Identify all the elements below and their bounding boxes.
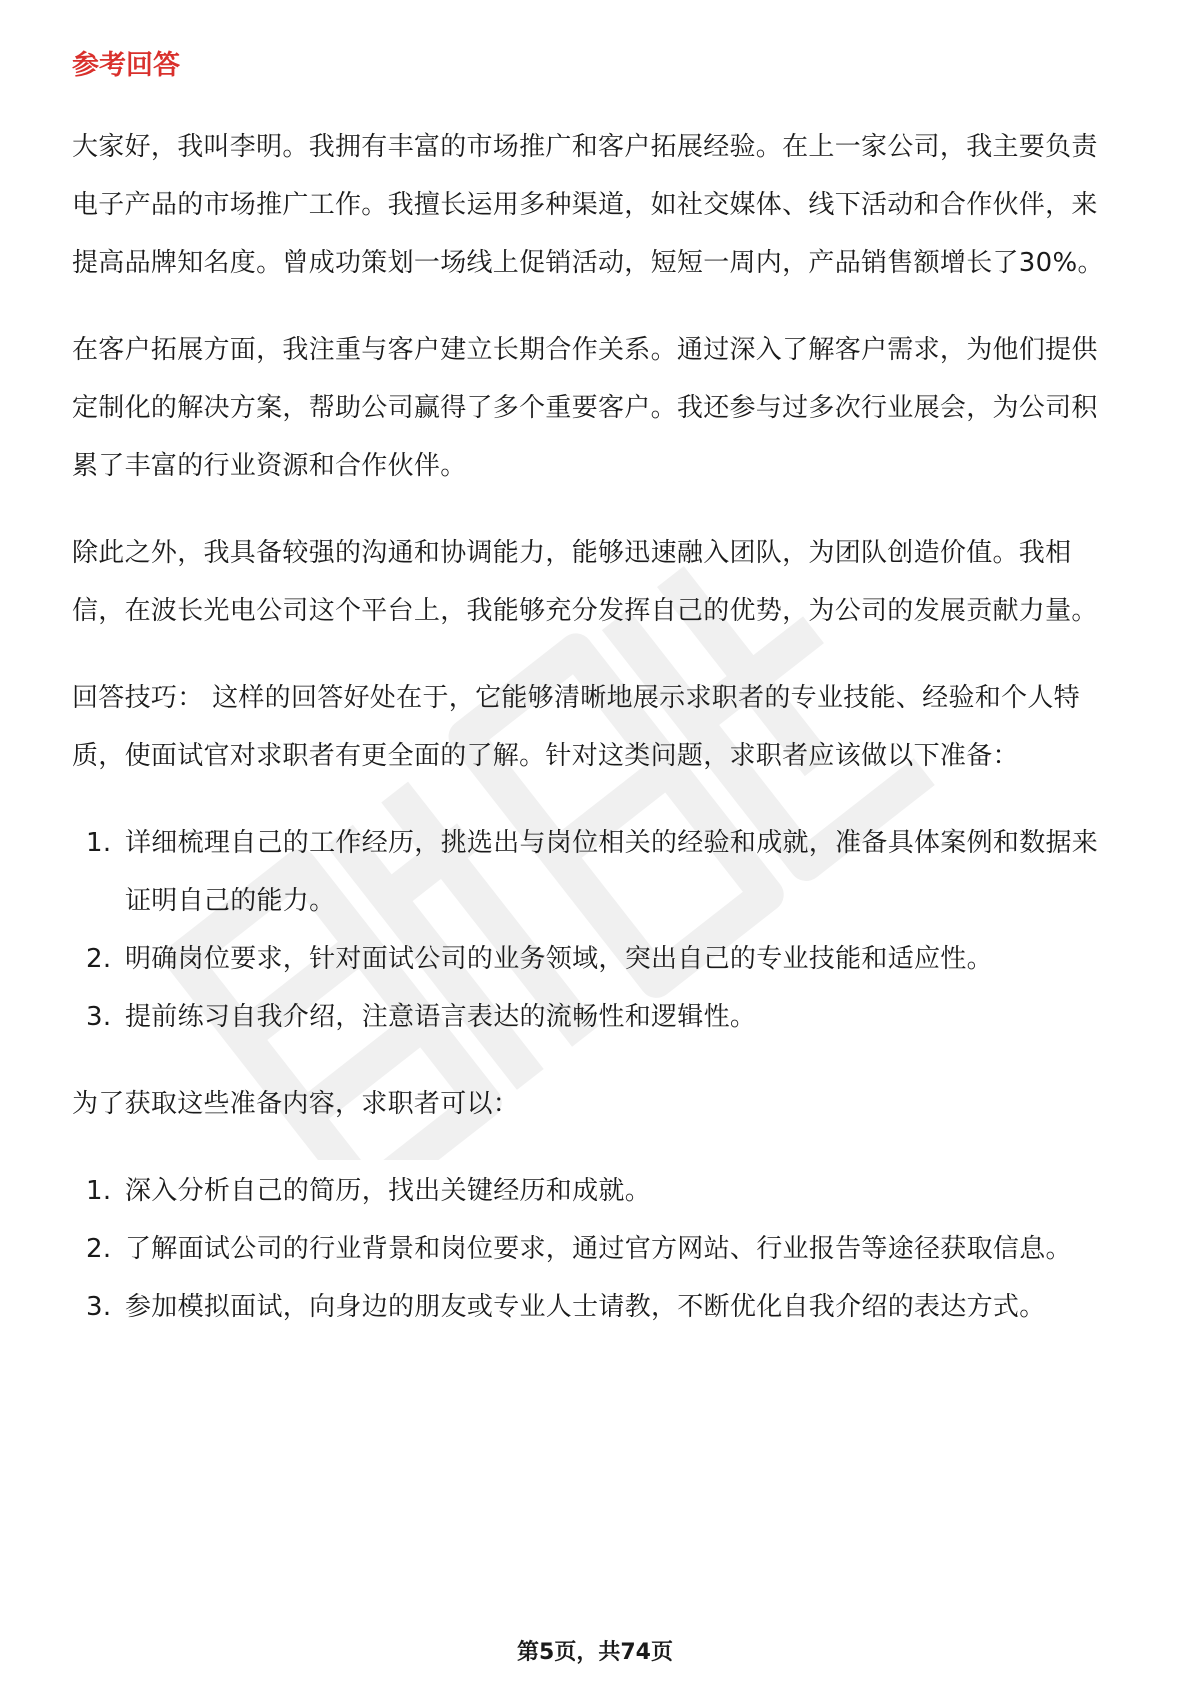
list-text: 深入分析自己的简历，找出关键经历和成就。	[125, 1176, 652, 1206]
list-item	[72, 814, 1120, 930]
list-item	[72, 1278, 1120, 1336]
how-intro: 为了获取这些准备内容，求职者可以：	[72, 1089, 520, 1119]
list-number: 3.	[86, 1002, 112, 1032]
answer-paragraph-1: 大家好，我叫李明。我拥有丰富的市场推广和客户拓展经验。在上一家公司，我主要负责电子产品的市场推广工作。我擅长运用多种渠道，如社交媒体、线下活动和合作伙伴，来提高品牌知名度。曾成功策划一场线上促销活动，短短一周内，产品销售额增长了30%。	[72, 132, 1104, 278]
list-number: 2.	[86, 1234, 112, 1264]
list-text: 了解面试公司的行业背景和岗位要求，通过官方网站、行业报告等途径获取信息。	[125, 1234, 1072, 1264]
list-text: 详细梳理自己的工作经历，挑选出与岗位相关的经验和成就，准备具体案例和数据来证明自己的能力。	[125, 828, 1099, 916]
list-text: 明确岗位要求，针对面试公司的业务领域，突出自己的专业技能和适应性。	[125, 944, 993, 974]
list-number: 1.	[86, 828, 112, 858]
page-footer: 第5页，共74页	[517, 1640, 673, 1665]
list-number: 3.	[86, 1292, 112, 1322]
list-item	[72, 1220, 1120, 1278]
list-text: 参加模拟面试，向身边的朋友或专业人士请教，不断优化自我介绍的表达方式。	[125, 1292, 1046, 1322]
answer-paragraph-3: 除此之外，我具备较强的沟通和协调能力，能够迅速融入团队，为团队创造价值。我相信，在波长光电公司这个平台上，我能够充分发挥自己的优势，为公司的发展贡献力量。	[72, 538, 1098, 626]
list-number: 2.	[86, 944, 112, 974]
answer-paragraph-2: 在客户拓展方面，我注重与客户建立长期合作关系。通过深入了解客户需求，为他们提供定制化的解决方案，帮助公司赢得了多个重要客户。我还参与过多次行业展会，为公司积累了丰富的行业资源和合作伙伴。	[72, 335, 1098, 481]
list-number: 1.	[86, 1176, 112, 1206]
list-text: 提前练习自我介绍，注意语言表达的流畅性和逻辑性。	[125, 1002, 757, 1032]
section-heading: 参考回答	[72, 50, 180, 81]
list-item	[72, 988, 1120, 1046]
list-item	[72, 930, 1120, 988]
tips-intro: 回答技巧： 这样的回答好处在于，它能够清晰地展示求职者的专业技能、经验和个人特质，使面试官对求职者有更全面的了解。针对这类问题，求职者应该做以下准备：	[72, 683, 1080, 771]
prep-list	[72, 814, 1120, 1046]
how-list	[72, 1162, 1120, 1336]
document-page	[72, 46, 1120, 1365]
list-item	[72, 1162, 1120, 1220]
